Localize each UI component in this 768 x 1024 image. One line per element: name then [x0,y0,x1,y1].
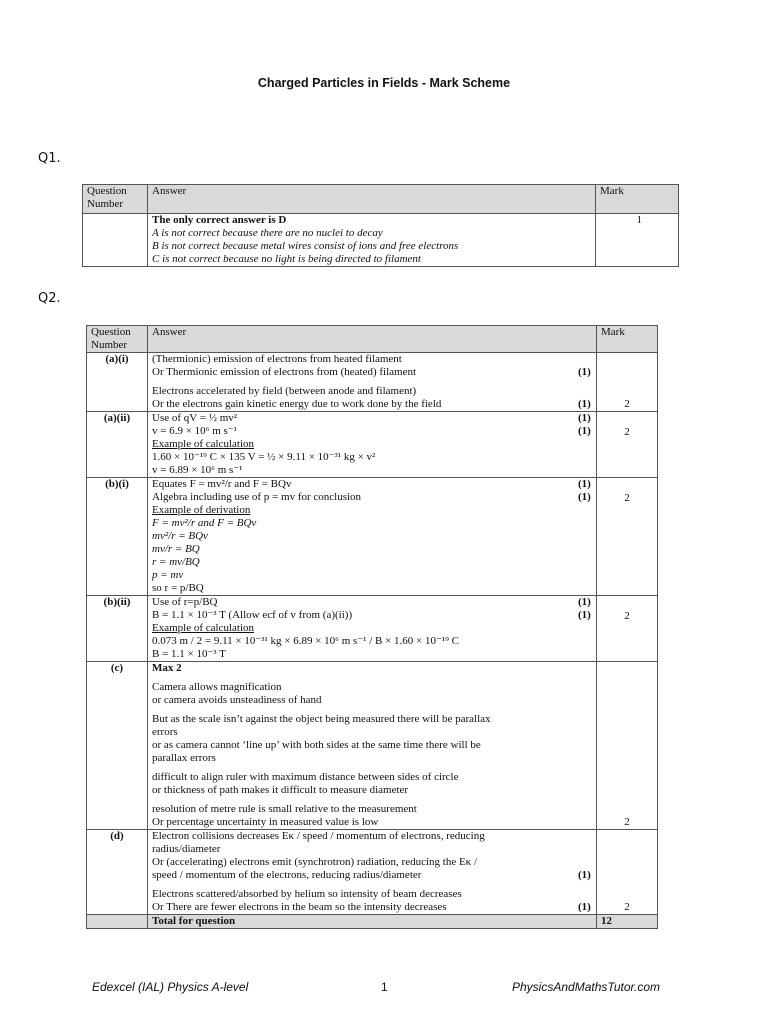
answer-line: v = 6.89 × 10⁶ m s⁻¹ [152,464,243,476]
line-mark [578,504,592,517]
q2-row-qn: (d) [87,830,148,915]
q2-row-qn: (b)(ii) [87,596,148,662]
answer-line: mv/r = BQ [152,543,200,555]
q1-header-qn: Question Number [83,185,148,214]
answer-line: parallax errors [152,752,216,764]
answer-line: Max 2 [152,662,182,674]
answer-line: or as camera cannot ‘line up’ with both sides at the same time there will be [152,739,481,751]
q2-answer-cell [148,596,597,662]
footer-left: Edexcel (IAL) Physics A-level [92,980,249,994]
line-mark: (1) [578,412,591,424]
answer-line: Electrons scattered/absorbed by helium so intensity of beam decreases [152,888,462,900]
page-title: Charged Particles in Fields - Mark Scheme [257,76,511,90]
answer-line: resolution of metre rule is small relative to the measurement [152,803,417,815]
line-mark: (1) [578,425,591,437]
q2-row-qn: (a)(ii) [87,412,148,478]
q2-header-answer: Answer [148,326,597,353]
line-mark [578,385,592,398]
q1-answer-line: B is not correct because metal wires consist of ions and free electrons [152,240,459,252]
line-mark [578,843,592,856]
answer-line: or camera avoids unsteadiness of hand [152,694,322,706]
answer-line: (Thermionic) emission of electrons from heated filament [152,353,402,365]
q1-qn-cell [83,214,148,267]
q1-answer-line: A is not correct because there are no nuclei to decay [152,227,383,239]
line-mark [578,353,592,366]
answer-line: B = 1.1 × 10⁻³ T [152,648,226,660]
q2-answer-cell [148,353,597,412]
q2-answer-cell [148,478,597,596]
line-mark: (1) [578,398,591,410]
answer-line: 1.60 × 10⁻¹⁹ C × 135 V = ½ × 9.11 × 10⁻³¹ kg × v² [152,451,376,463]
answer-line: 0.073 m / 2 = 9.11 × 10⁻³¹ kg × 6.89 × 10⁶ m s⁻¹ / B × 1.60 × 10⁻¹⁹ C [152,635,460,647]
q2-header-qn: Question Number [87,326,148,353]
line-mark: (1) [578,596,591,608]
q1-table [82,184,679,267]
line-mark: (1) [578,366,591,378]
q2-row-total: 2 [597,596,658,662]
q2-row-total: 2 [597,830,658,915]
q2-answer-cell [148,412,597,478]
line-mark [578,451,592,464]
answer-line: Or percentage uncertainty in measured value is low [152,816,379,828]
line-mark [578,622,592,635]
q2-row-qn: (c) [87,662,148,830]
q2-row-qn: (a)(i) [87,353,148,412]
line-mark: (1) [578,901,591,913]
line-mark [578,530,592,543]
answer-line: But as the scale isn’t against the object being measured there will be parallax [152,713,491,725]
line-mark: (1) [578,478,591,490]
line-mark [578,517,592,530]
answer-line: Algebra including use of p = mv for conclusion [152,491,362,503]
q1-header-mark: Mark [596,185,679,214]
line-mark: (1) [578,491,591,503]
answer-line: difficult to align ruler with maximum distance between sides of circle [152,771,459,783]
answer-line: speed / momentum of the electrons, reducing radius/diameter [152,869,422,881]
line-mark [578,830,592,843]
answer-line: Example of calculation [152,438,255,450]
answer-line: radius/diameter [152,843,221,855]
q2-row-total: 2 [597,478,658,596]
answer-line: p = mv [152,569,184,581]
answer-line: so r = p/BQ [152,582,204,594]
q2-answer-cell [148,830,597,915]
answer-line: Or Thermionic emission of electrons from (heated) filament [152,366,417,378]
line-mark [578,543,592,556]
answer-line: r = mv/BQ [152,556,200,568]
q2-row-qn: (b)(i) [87,478,148,596]
answer-line: Electrons accelerated by field (between anode and filament) [152,385,417,397]
answer-line: Or (accelerating) electrons emit (synchrotron) radiation, reducing the Eκ / [152,856,478,868]
q1-answer-line: The only correct answer is D [152,214,287,226]
line-mark [578,438,592,451]
q2-total-label: Total for question [148,915,597,929]
answer-line: B = 1.1 × 10⁻³ T (Allow ecf of v from (a)(ii)) [152,609,353,621]
answer-line: Or There are fewer electrons in the beam so the intensity decreases [152,901,447,913]
line-mark [578,888,592,901]
answer-line: Use of qV = ½ mv² [152,412,238,424]
answer-line: Or the electrons gain kinetic energy due to work done by the field [152,398,442,410]
line-mark [578,635,592,648]
line-mark: (1) [578,869,591,881]
page-number: 1 [381,980,388,994]
line-mark [578,856,592,869]
line-mark: (1) [578,609,591,621]
q1-label: Q1. [38,151,61,166]
line-mark [578,648,592,661]
answer-line: errors [152,726,178,738]
q1-answer-cell [148,214,596,267]
answer-line: Example of derivation [152,504,251,516]
q1-answer-line: C is not correct because no light is being directed to filament [152,253,421,265]
answer-line: Use of r=p/BQ [152,596,218,608]
line-mark [578,569,592,582]
answer-line: v = 6.9 × 10⁶ m s⁻¹ [152,425,237,437]
answer-line: Electron collisions decreases Eκ / speed / momentum of electrons, reducing [152,830,485,842]
answer-line: F = mv²/r and F = BQv [152,517,257,529]
q2-answer-cell [148,662,597,830]
q1-mark: 1 [596,214,679,267]
answer-line: Example of calculation [152,622,255,634]
line-mark [578,582,592,595]
line-mark [578,464,592,477]
answer-line: mv²/r = BQv [152,530,208,542]
q2-header-mark: Mark [597,326,658,353]
q2-total-empty [87,915,148,929]
q2-label: Q2. [38,291,61,306]
page-footer [0,980,768,996]
q2-row-total: 2 [597,662,658,830]
q2-table [86,325,658,929]
footer-right: PhysicsAndMathsTutor.com [512,980,661,994]
line-mark [578,556,592,569]
q2-row-total: 2 [597,412,658,478]
answer-line: or thickness of path makes it difficult to measure diameter [152,784,409,796]
answer-line: Equates F = mv²/r and F = BQv [152,478,292,490]
q2-row-total: 2 [597,353,658,412]
q2-total-value: 12 [597,915,658,929]
q1-header-answer: Answer [148,185,596,214]
answer-line: Camera allows magnification [152,681,282,693]
